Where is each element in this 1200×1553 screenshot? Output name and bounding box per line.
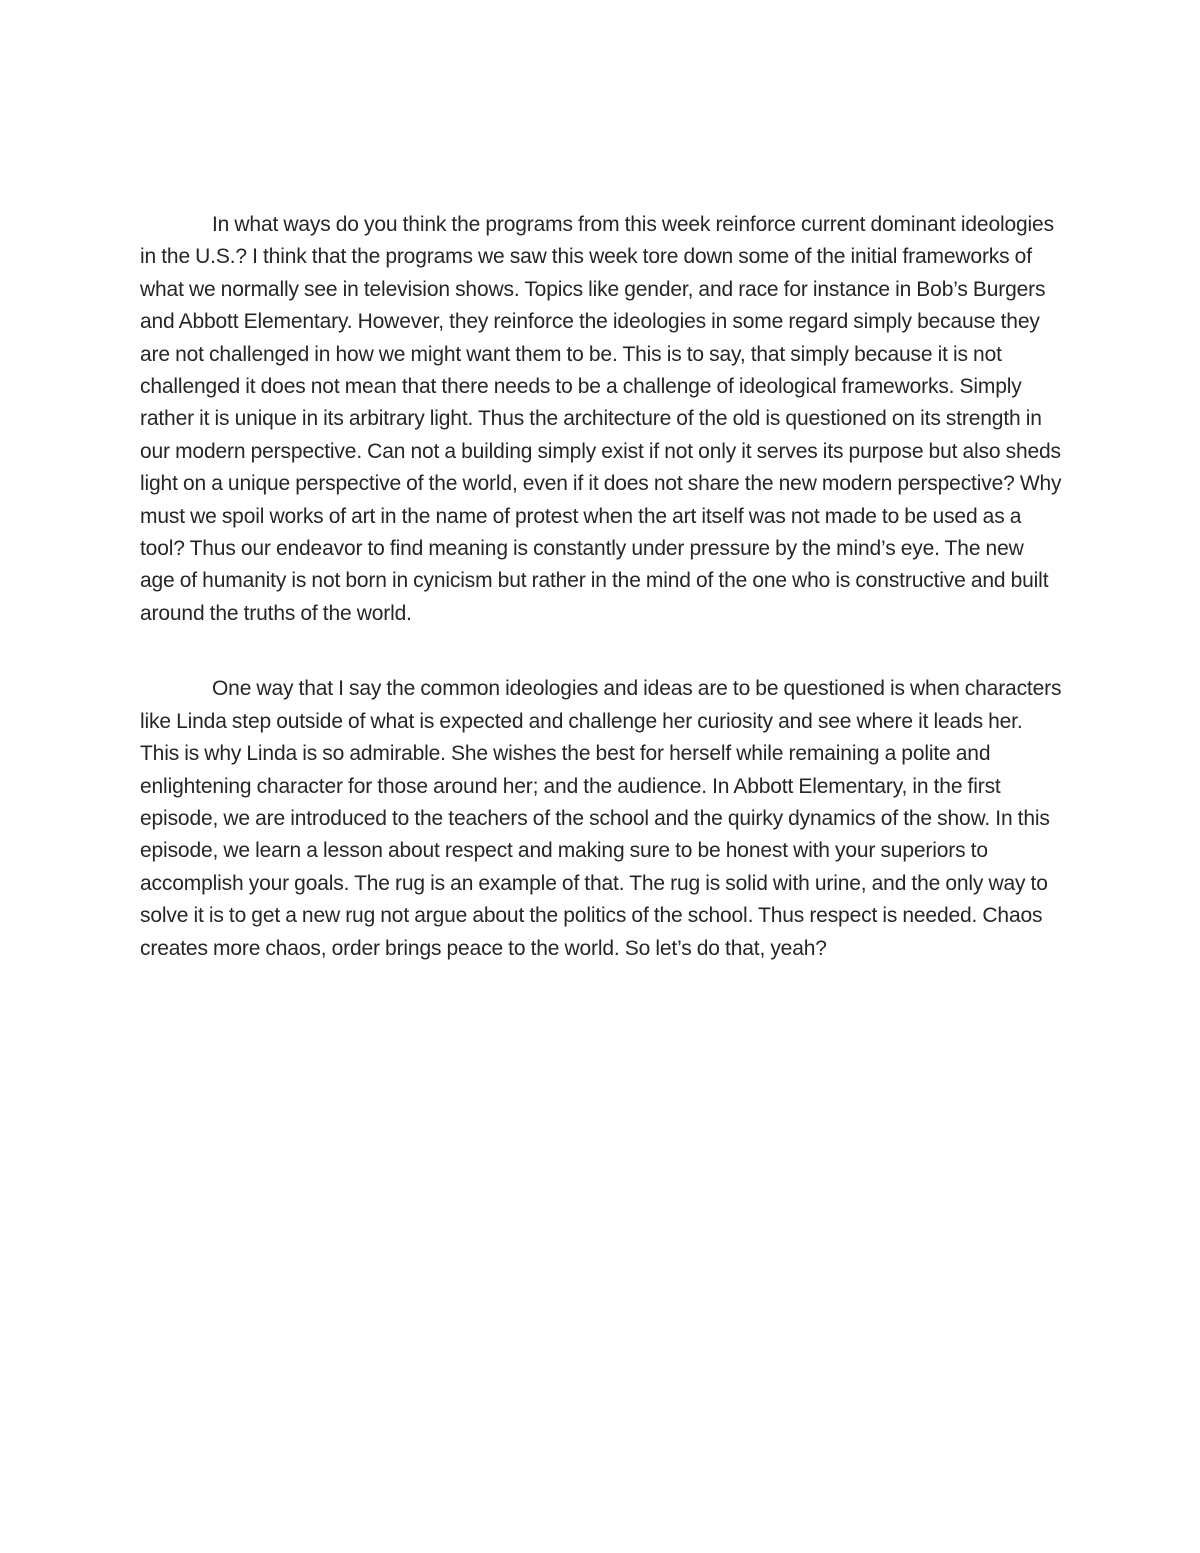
paragraph-1: In what ways do you think the programs from this week reinforce current dominant ideologies in the U.S.? I think that the programs we saw this week tore down some of the initial frameworks of what we normally see in television shows. Topics like gender, and race for instance in Bob’s Burgers and Abbott Elementary. However, they reinforce the ideologies in some regard simply because they are not challenged in how we might want them to be. This is to say, that simply because it is not challenged it does not mean that there needs to be a challenge of ideological frameworks. Simply rather it is unique in its arbitrary light. Thus the architecture of the old is questioned on its strength in our modern perspective. Can not a building simply exist if not only it serves its purpose but also sheds light on a unique perspective of the world, even if it does not share the new modern perspective? Why must we spoil works of art in the name of protest when the art itself was not made to be used as a tool? Thus our endeavor to find meaning is constantly under pressure by the mind’s eye. The new age of humanity is not born in cynicism but rather in the mind of the one who is constructive and built around the truths of the world. — [140, 213, 1062, 625]
paragraph-2: One way that I say the common ideologies and ideas are to be questioned is when characters like Linda step outside of what is expected and challenge her curiosity and see where it leads her. This is why Linda is so admirable. She wishes the best for herself while remaining a polite and enlightening character for those around her; and the audience. In Abbott Elementary, in the first episode, we are introduced to the teachers of the school and the quirky dynamics of the show. In this episode, we learn a lesson about respect and making sure to be honest with your superiors to accomplish your goals. The rug is an example of that. The rug is solid with urine, and the only way to solve it is to get a new rug not argue about the politics of the school. Thus respect is needed. Chaos creates more chaos, order brings peace to the world. So let’s do that, yeah? — [140, 677, 1062, 960]
document-body — [140, 209, 1062, 965]
